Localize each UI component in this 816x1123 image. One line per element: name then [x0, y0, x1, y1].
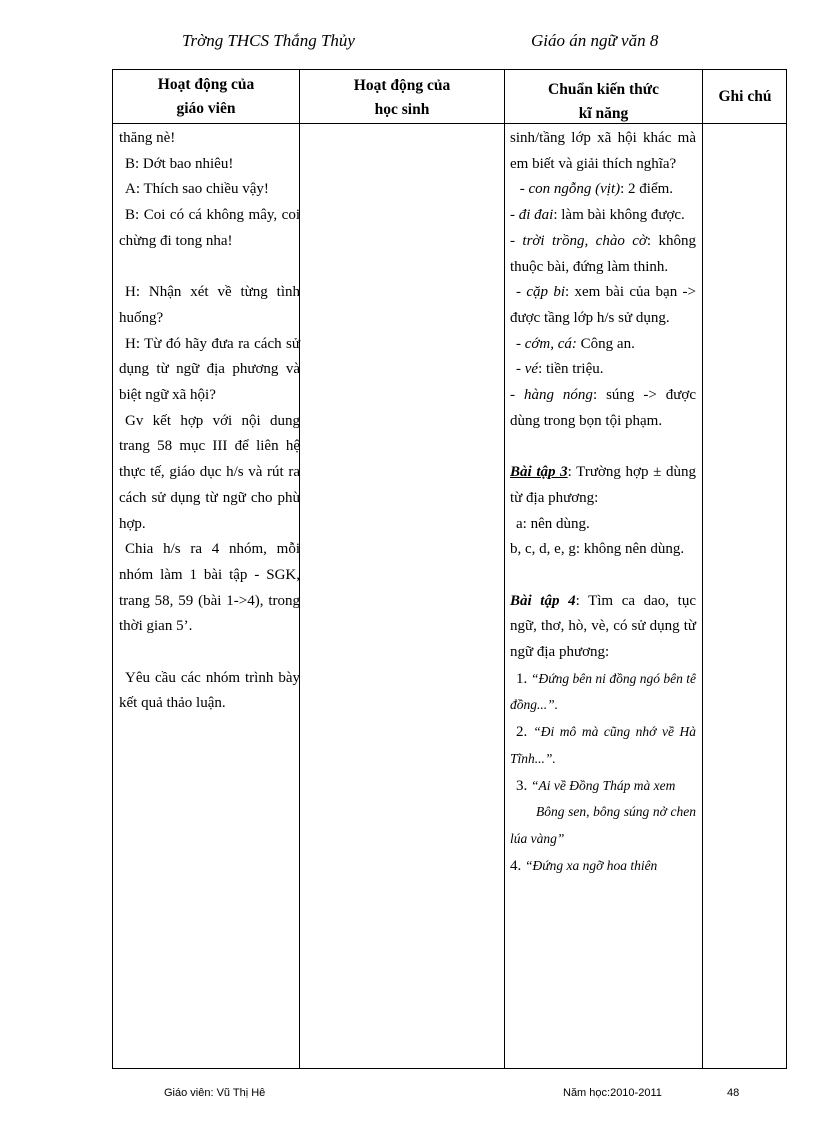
quote-text: “Đi mô mà cũng nhớ về Hà Tĩnh...”. — [510, 724, 696, 766]
teacher-line: thăng nè! — [119, 130, 176, 146]
item-meaning: : làm bài không được. — [553, 207, 685, 224]
col-header-teacher-l1: Hoạt động của — [157, 75, 255, 93]
column-divider — [702, 70, 703, 1068]
col-header-teacher-l2: giáo viên — [176, 99, 236, 117]
col-header-student-l1: Hoạt động của — [353, 77, 451, 94]
footer-year: Năm học:2010-2011 — [563, 1087, 662, 1099]
quote-3-cont — [510, 799, 696, 852]
exercise-3-a: a: nên dùng. — [516, 515, 590, 532]
knowledge-column — [510, 126, 696, 879]
teacher-line: B: Coi có cá không mây, coi chừng đi tong nha! — [119, 207, 300, 249]
item-term: con ngỗng (vịt) — [528, 181, 621, 198]
col-header-teacher — [113, 70, 299, 123]
lesson-table — [112, 69, 787, 1069]
exercise-3-title: Bài tập 3 — [510, 464, 568, 481]
header-subject: Giáo án ngữ văn 8 — [531, 31, 659, 50]
exercise-3-text: : Trường hợp ± dùng từ địa phương: — [510, 464, 696, 506]
teacher-line: Yêu cầu các nhóm trình bày kết quả thảo luận. — [119, 669, 300, 712]
item-term: đi đai — [518, 207, 554, 224]
quote-2 — [510, 719, 696, 772]
teacher-blank — [119, 255, 300, 281]
col-header-knowledge-l2: kĩ năng — [578, 105, 629, 122]
quote-text: “Ai về Đồng Tháp mà xem — [531, 777, 676, 793]
exercise-3-b: b, c, d, e, g: không nên dùng. — [510, 541, 685, 558]
teacher-line: B: Dớt bao nhiêu! — [125, 155, 234, 172]
knowledge-item: - hàng nóng: súng -> được dùng trong bọn tội phạm. — [510, 387, 697, 429]
quote-number: 1. — [516, 670, 528, 687]
item-meaning: : không thuộc bài, đứng làm thinh. — [510, 232, 697, 275]
teacher-line: H: Từ đó hãy đưa ra cách sử dụng từ ngữ địa phương và biệt ngữ xã hội? — [119, 335, 300, 404]
quote-number: 4. — [510, 857, 522, 874]
knowledge-item: - đi đai: làm bài không được. — [510, 207, 685, 224]
item-term: cớm, cá: — [524, 335, 577, 352]
footer-teacher: Giáo viên: Vũ Thị Hê — [164, 1087, 266, 1099]
knowledge-item: - trời trồng, chào cờ: không thuộc bài, đứng làm thinh. — [510, 232, 697, 275]
quote-text: “Đứng bên ni đồng ngó bên tê đồng...”. — [510, 670, 696, 713]
exercise-4-text: : Tìm ca dao, tục ngữ, thơ, hò, vè, có sử dụng từ ngữ địa phương: — [510, 592, 696, 661]
header-row-divider — [113, 123, 786, 124]
knowledge-intro: sinh/tầng lớp xã hội khác mà em biết và giải thích nghĩa? — [510, 130, 696, 172]
teacher-line: A: Thích sao chiều vậy! — [125, 181, 269, 198]
quote-1 — [510, 666, 696, 719]
col-header-student-l2: học sinh — [374, 101, 430, 118]
exercise-3 — [510, 460, 696, 511]
item-meaning: : 2 điểm. — [620, 181, 674, 198]
item-meaning: Công an. — [576, 335, 635, 352]
item-term: vé — [524, 361, 539, 378]
item-term: trời trồng, chào cờ — [522, 232, 647, 249]
exercise-4 — [510, 589, 696, 666]
knowledge-blank — [510, 434, 696, 460]
col-header-notes — [703, 70, 787, 123]
item-meaning: : xem bài của bạn -> được tầng lớp h/s sử dụng. — [510, 284, 696, 326]
teacher-line: H: Nhận xét về từng tình huống? — [119, 284, 300, 326]
quote-text: Bông sen, bông súng nở chen lúa vàng” — [510, 804, 696, 846]
knowledge-item: - vé: tiền triệu. — [516, 361, 604, 378]
quote-3 — [510, 773, 696, 800]
knowledge-item: - cặp bi: xem bài của bạn -> được tầng lớp h/s sử dụng. — [510, 284, 696, 326]
col-header-notes-label: Ghi chú — [718, 87, 772, 105]
quote-text: “Đứng xa ngỡ hoa thiên — [525, 857, 658, 873]
column-divider — [504, 70, 505, 1068]
knowledge-blank — [510, 563, 696, 589]
header-school: Trờng THCS Thắng Thủy — [182, 31, 355, 50]
col-header-knowledge-l1: Chuẩn kiến thức — [548, 81, 659, 98]
item-meaning: : súng -> được dùng trong bọn tội phạm. — [510, 387, 697, 429]
teacher-activities — [119, 126, 300, 717]
quote-4 — [510, 853, 696, 880]
col-header-student — [300, 70, 504, 123]
quote-number: 2. — [516, 724, 528, 741]
footer-page-number: 48 — [727, 1087, 740, 1099]
teacher-blank — [119, 640, 300, 666]
exercise-4-title: Bài tập 4 — [510, 592, 576, 609]
item-meaning: : tiền triệu. — [538, 361, 604, 378]
knowledge-item: - con ngỗng (vịt): 2 điểm. — [516, 181, 674, 198]
quote-number: 3. — [516, 777, 528, 794]
col-header-knowledge — [505, 70, 702, 123]
knowledge-item: - cớm, cá: Công an. — [516, 335, 635, 352]
item-term: hàng nóng — [523, 387, 593, 404]
teacher-line: Chia h/s ra 4 nhóm, mỗi nhóm làm 1 bài tập - SGK, trang 58, 59 (bài 1->4), trong thời gian 5’. — [119, 541, 300, 635]
teacher-line: Gv kết hợp với nội dung trang 58 mục III để liên hệ thực tế, giáo dục h/s và rút ra cách sử dụng từ ngữ cho phù hợp. — [119, 412, 300, 532]
item-term: cặp bi — [526, 284, 566, 301]
